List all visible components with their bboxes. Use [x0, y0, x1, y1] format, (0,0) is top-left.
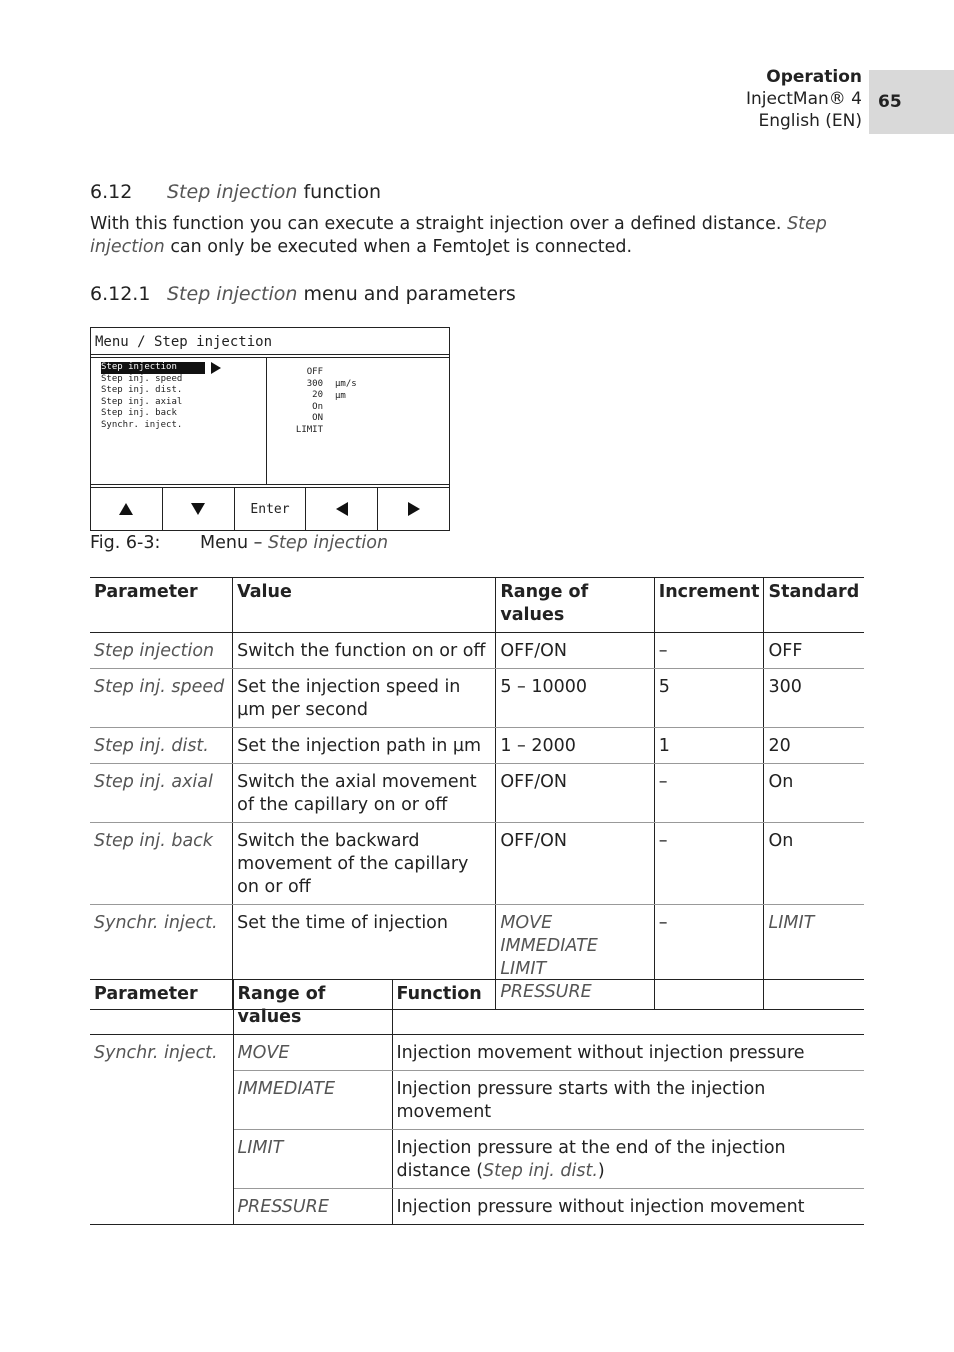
arrow-right-icon — [408, 502, 420, 516]
lcd-title: Menu / Step injection — [95, 334, 273, 350]
header-section: Operation — [766, 67, 862, 87]
function-text-end: ) — [597, 1161, 605, 1181]
parameter-value: Set the injection speed in µm per second — [233, 669, 496, 728]
lcd-menu-item[interactable]: Step inj. back — [101, 408, 177, 418]
subsection-title-rest: menu and parameters — [303, 283, 516, 305]
lcd-divider — [91, 357, 449, 358]
running-header — [746, 66, 862, 132]
parameter-standard: LIMIT — [764, 905, 864, 1010]
lcd-menu-item[interactable]: Step inj. speed — [101, 373, 183, 384]
parameter-increment: – — [654, 905, 764, 1010]
parameter-name: Synchr. inject. — [90, 1035, 233, 1225]
table-row — [90, 764, 864, 823]
range-value: PRESSURE — [233, 1189, 392, 1225]
arrow-left-icon — [336, 502, 348, 516]
table-row — [90, 728, 864, 764]
parameter-standard: On — [764, 764, 864, 823]
lcd-menu-item[interactable]: Synchr. inject. — [101, 419, 183, 430]
function-text: Injection pressure starts with the injection movement — [392, 1071, 864, 1130]
table-row — [90, 633, 864, 669]
lcd-column-divider — [266, 358, 267, 484]
section-title-rest: function — [303, 181, 382, 203]
lcd-value: 20 — [312, 390, 323, 400]
selection-arrow-icon — [211, 362, 221, 374]
figure-caption-text: Menu – — [200, 533, 263, 553]
parameter-increment: 5 — [654, 669, 764, 728]
function-text: Injection pressure at the end of the injection distance ( — [396, 1138, 786, 1181]
lcd-screen-figure — [90, 327, 450, 531]
lcd-unit: µm/s — [335, 379, 357, 389]
intro-italic: Step injection — [90, 214, 827, 257]
lcd-value: OFF — [306, 367, 323, 377]
lcd-softkey-row — [91, 488, 449, 530]
table-row — [90, 823, 864, 905]
column-header: Parameter — [90, 578, 233, 633]
function-text: Injection movement without injection pressure — [392, 1035, 864, 1071]
table-row — [90, 1035, 864, 1071]
table-row — [90, 669, 864, 728]
intro-text-1: With this function you can execute a straight injection over a defined distance. — [90, 214, 782, 234]
arrow-down-icon — [191, 503, 205, 515]
parameter-value: Switch the function on or off — [233, 633, 496, 669]
figure-caption-italic: Step injection — [267, 533, 389, 553]
parameter-standard: 20 — [764, 728, 864, 764]
parameter-increment: – — [654, 633, 764, 669]
function-text: Injection pressure without injection movement — [392, 1189, 864, 1225]
softkey-up[interactable] — [91, 488, 163, 530]
parameter-range: 5 – 10000 — [496, 669, 654, 728]
synchr-inject-table — [90, 979, 864, 1225]
lcd-menu-item[interactable]: Step inj. dist. — [101, 385, 183, 395]
parameter-name: Synchr. inject. — [90, 905, 233, 1010]
page-number: 65 — [869, 70, 954, 134]
parameter-name: Step inj. axial — [90, 764, 233, 823]
column-header: Parameter — [90, 980, 233, 1035]
intro-text-2: can only be executed when a FemtoJet is connected. — [170, 237, 633, 257]
parameter-range: MOVE IMMEDIATE LIMIT PRESSURE — [496, 905, 654, 1010]
column-header: Standard — [764, 578, 864, 633]
figure-caption — [90, 533, 388, 553]
parameter-value: Switch the axial movement of the capillary on or off — [233, 764, 496, 823]
parameter-increment: 1 — [654, 728, 764, 764]
subsection-title-italic: Step injection — [167, 283, 298, 305]
range-value: IMMEDIATE — [233, 1071, 392, 1130]
figure-label: Fig. 6-3: — [90, 533, 161, 553]
lcd-divider — [91, 354, 449, 355]
function-text-cell — [392, 1130, 864, 1189]
lcd-menu-list — [101, 362, 205, 431]
section-number: 6.12 — [90, 181, 133, 203]
softkey-left[interactable] — [306, 488, 378, 530]
parameter-standard: On — [764, 823, 864, 905]
arrow-up-icon — [119, 503, 133, 515]
parameter-range: OFF/ON — [496, 764, 654, 823]
parameter-increment: – — [654, 764, 764, 823]
lcd-value: 300 — [306, 378, 323, 389]
parameter-standard: OFF — [764, 633, 864, 669]
section-title-italic: Step injection — [167, 181, 298, 203]
subsection-number: 6.12.1 — [90, 283, 151, 305]
parameter-standard: 300 — [764, 669, 864, 728]
range-value: LIMIT — [233, 1130, 392, 1189]
column-header: Increment — [654, 578, 764, 633]
parameter-increment: – — [654, 823, 764, 905]
range-value: MOVE — [233, 1035, 392, 1071]
lcd-value: ON — [312, 413, 323, 423]
lcd-unit: µm — [335, 390, 346, 401]
softkey-down[interactable] — [163, 488, 235, 530]
parameter-name: Step injection — [90, 633, 233, 669]
softkey-enter[interactable]: Enter — [235, 488, 307, 530]
column-header: Range of values — [496, 578, 654, 633]
function-text-italic: Step inj. dist. — [483, 1161, 598, 1181]
column-header: Range of values — [233, 980, 392, 1035]
intro-paragraph — [90, 213, 870, 259]
header-language: English (EN) — [758, 111, 862, 131]
section-heading — [90, 181, 381, 203]
lcd-divider — [91, 484, 449, 485]
softkey-right[interactable] — [378, 488, 449, 530]
lcd-value: LIMIT — [295, 424, 323, 435]
column-header: Function — [392, 980, 864, 1035]
parameter-name: Step inj. speed — [90, 669, 233, 728]
lcd-unit-list — [335, 379, 357, 402]
subsection-heading — [90, 283, 516, 305]
parameter-table — [90, 577, 864, 1010]
parameter-value: Set the time of injection — [233, 905, 496, 1010]
parameter-range: OFF/ON — [496, 633, 654, 669]
parameter-value: Switch the backward movement of the capillary on or off — [233, 823, 496, 905]
parameter-range: 1 – 2000 — [496, 728, 654, 764]
lcd-menu-item[interactable]: Step inj. axial — [101, 396, 183, 407]
lcd-value: On — [312, 401, 323, 412]
lcd-menu-item-selected[interactable]: Step injection — [101, 362, 205, 374]
lcd-value-list — [293, 367, 323, 436]
column-header: Value — [233, 578, 496, 633]
parameter-range: OFF/ON — [496, 823, 654, 905]
parameter-name: Step inj. back — [90, 823, 233, 905]
header-product: InjectMan® 4 — [745, 89, 862, 109]
parameter-value: Set the injection path in µm — [233, 728, 496, 764]
parameter-name: Step inj. dist. — [90, 728, 233, 764]
